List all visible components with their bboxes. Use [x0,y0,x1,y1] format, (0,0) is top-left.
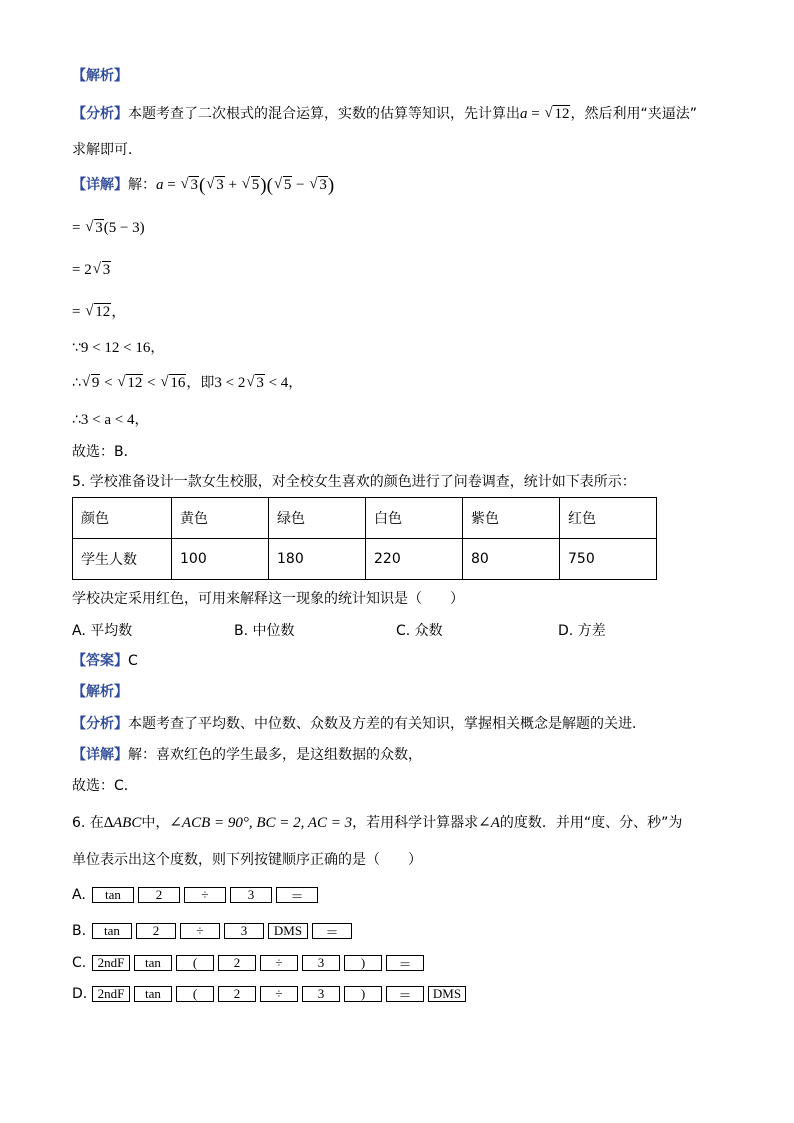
q5-analysis: 【分析】本题考查了平均数、中位数、众数及方差的有关知识，掌握相关概念是解题的关进． [72,716,646,732]
q5-option-d: D. 方差 [558,623,606,639]
formula-therefore-1: ∴ √ 9 < √ 12 < √ 16，即3 < 2 √ 3 < 4， [72,374,303,391]
calc-key-equals: ＝ [386,955,424,971]
q5-choice: 故选：C． [72,778,138,794]
q6-stem-line2: 单位表示出这个度数，则下列按键顺序正确的是（ ） [72,852,422,868]
table-cell: 180 [269,539,366,580]
calc-key-divide: ÷ [260,955,298,971]
calc-key-3: 3 [230,887,272,903]
table-cell: 100 [172,539,269,580]
table-cell: 紫色 [463,498,560,539]
table-cell: 绿色 [269,498,366,539]
q5-option-c: C. 众数 [396,623,443,639]
formula-step-4: = √ 12， [72,303,127,320]
color-survey-table [72,497,657,580]
analysis-paragraph: 【分析】本题考查了二次根式的混合运算，实数的估算等知识，先计算出a = √ 12，然后利用“夹逼法” [72,105,697,122]
analysis-paragraph-line2: 求解即可． [72,142,142,158]
calc-key-2ndf: 2ndF [92,955,130,971]
table-cell: 80 [463,539,560,580]
q5-question: 学校决定采用红色，可用来解释这一现象的统计知识是（ ） [72,591,464,607]
calc-key-2: 2 [138,887,180,903]
formula-expansion: a = √ 3( √ 3 + √ 5)( √ 5 − √ 3) [156,175,335,196]
calc-key-2: 2 [218,955,256,971]
calc-key-2: 2 [218,986,256,1002]
q6-option-a: A. tan 2 ÷ 3 ＝ [72,884,322,906]
calc-key-open-paren: ( [176,955,214,971]
calc-key-divide: ÷ [180,923,220,939]
calc-key-dms: DMS [268,923,308,939]
calc-key-close-paren: ) [344,955,382,971]
q5-option-a: A. 平均数 [72,623,133,639]
calc-key-2ndf: 2ndF [92,986,130,1002]
calc-key-equals: ＝ [276,887,318,903]
triangle-symbol: ∆ABC [103,815,142,831]
formula-step-3: = 2 √ 3 [72,261,111,278]
calc-key-close-paren: ) [344,986,382,1002]
table-cell: 黄色 [172,498,269,539]
q5-detail: 【详解】解：喜欢红色的学生最多，是这组数据的众数， [72,747,422,763]
calc-key-divide: ÷ [260,986,298,1002]
calc-key-tan: tan [92,923,132,939]
q5-tag-analysis: 【解析】 [72,684,128,700]
calc-key-tan: tan [92,887,134,903]
q5-stem: 5. 学校准备设计一款女生校服，对全校女生喜欢的颜色进行了问卷调查，统计如下表所示： [72,474,636,490]
formula-since: ∵9 < 12 < 16， [72,340,165,356]
calc-key-equals: ＝ [386,986,424,1002]
q6-option-b: B. tan 2 ÷ 3 DMS ＝ [72,920,356,942]
formula-therefore-2: ∴3 < a < 4， [72,412,149,428]
table-cell: 颜色 [73,498,172,539]
table-cell: 学生人数 [73,539,172,580]
calc-key-open-paren: ( [176,986,214,1002]
calc-key-divide: ÷ [184,887,226,903]
calc-key-equals: ＝ [312,923,352,939]
table-cell: 白色 [366,498,463,539]
table-row [73,539,657,580]
calc-key-dms: DMS [428,986,466,1002]
choice-line-1: 故选：B． [72,444,138,460]
table-cell: 220 [366,539,463,580]
calc-key-3: 3 [302,986,340,1002]
table-cell: 750 [560,539,657,580]
calc-key-2: 2 [136,923,176,939]
q6-stem: 6. 在∆ABC中，∠ACB = 90°, BC = 2, AC = 3，若用科学计算器求∠A的度数．并用“度、分、秒”为 [72,815,683,831]
q6-option-d: D. 2ndF tan ( 2 ÷ 3 ) ＝ DMS [72,983,470,1005]
section-tag-analysis: 【解析】 [72,68,128,84]
calc-key-tan: tan [134,986,172,1002]
calc-key-3: 3 [302,955,340,971]
q5-option-b: B. 中位数 [234,623,295,639]
formula-a-eq-sqrt12: a = √ 12 [520,105,570,122]
q6-option-c: C. 2ndF tan ( 2 ÷ 3 ) ＝ [72,952,428,974]
table-cell: 红色 [560,498,657,539]
table-row [73,498,657,539]
q5-answer: 【答案】C [72,653,138,669]
detail-first-line: 【详解】解：a = √ 3( √ 3 + √ 5)( √ 5 − √ 3) [72,175,335,196]
formula-step-2: = √ 3(5 − 3) [72,219,145,236]
calc-key-tan: tan [134,955,172,971]
calc-key-3: 3 [224,923,264,939]
